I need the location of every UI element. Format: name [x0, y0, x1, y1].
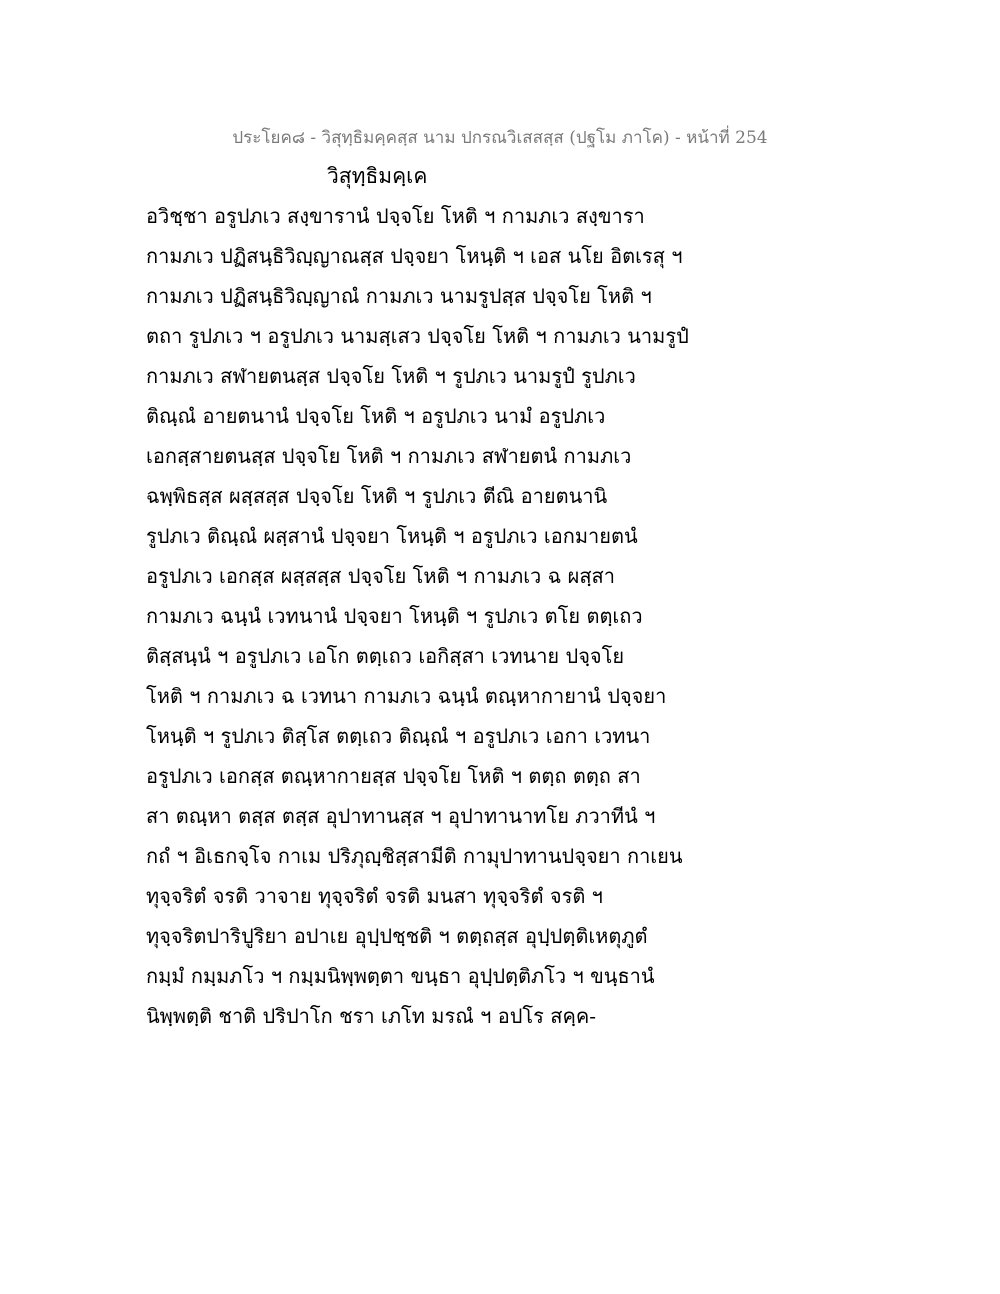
body-line: กามภเว ปฏิสนฺธิวิญฺญาณํ กามภเว นามรูปสฺส ปจฺจโย โหติ ฯ: [146, 284, 652, 308]
body-line: รูปภเว ติณฺณํ ผสฺสานํ ปจฺจยา โหนฺติ ฯ อรูปภเว เอกมายตนํ: [146, 524, 638, 548]
body-line: นิพฺพตฺติ ชาติ ปริปาโก ชรา เภโท มรณํ ฯ อปโร สคฺค-: [146, 1004, 596, 1028]
body-line: ติสฺสนฺนํ ฯ อรูปภเว เอโก ตตฺเถว เอกิสฺสา เวทนาย ปจฺจโย: [146, 644, 625, 668]
body-line: อรูปภเว เอกสฺส ตณฺหากายสฺส ปจฺจโย โหติ ฯ ตตฺถ ตตฺถ สา: [146, 764, 641, 788]
body-line: ตถา รูปภเว ฯ อรูปภเว นามสฺเสว ปจฺจโย โหติ ฯ กามภเว นามรูปํ: [146, 324, 689, 348]
body-line: อวิชฺชา อรูปภเว สงฺขารานํ ปจฺจโย โหติ ฯ กามภเว สงฺขารา: [146, 204, 645, 228]
body-line: เอกสฺสายตนสฺส ปจฺจโย โหติ ฯ กามภเว สฬายตนํ กามภเว: [146, 444, 632, 468]
body-line: กามภเว ปฏิสนฺธิวิญฺญาณสฺส ปจฺจยา โหนฺติ ฯ เอส นโย อิตเรสุ ฯ: [146, 244, 683, 268]
body-line: ทุจฺจริตปาริปูริยา อปาเย อุปฺปชฺชติ ฯ ตตฺถสฺส อุปฺปตฺติเหตุภูตํ: [146, 924, 648, 948]
body-text: [146, 201, 706, 1041]
body-line: อรูปภเว เอกสฺส ผสฺสสฺส ปจฺจโย โหติ ฯ กามภเว ฉ ผสฺสา: [146, 564, 615, 588]
body-line: กามภเว สฬายตนสฺส ปจฺจโย โหติ ฯ รูปภเว นามรูปํ รูปภเว: [146, 364, 636, 388]
body-line: ติณฺณํ อายตนานํ ปจฺจโย โหติ ฯ อรูปภเว นามํ อรูปภเว: [146, 404, 606, 428]
body-line: โหติ ฯ กามภเว ฉ เวทนา กามภเว ฉนฺนํ ตณฺหากายานํ ปจฺจยา: [146, 684, 667, 708]
body-line: ทุจฺจริตํ จรติ วาจาย ทุจฺจริตํ จรติ มนสา ทุจฺจริตํ จรติ ฯ: [146, 884, 603, 908]
body-line: กมฺมํ กมฺมภโว ฯ กมฺมนิพฺพตฺตา ขนฺธา อุปฺปตฺติภโว ฯ ขนฺธานํ: [146, 964, 655, 988]
body-line: สา ตณฺหา ตสฺส ตสฺส อุปาทานสฺส ฯ อุปาทานาทโย ภวาทีนํ ฯ: [146, 804, 656, 828]
running-header: ประโยค๘ - วิสุทฺธิมคฺคสฺส นาม ปกรณวิเสสสฺส (ปฐโม ภาโค) - หน้าที่ 254: [232, 128, 768, 148]
section-title: วิสุทฺธิมคฺเค: [327, 164, 428, 188]
body-line: กถํ ฯ อิเธกจฺโจ กาเม ปริภุญฺชิสฺสามีติ กามุปาทานปจฺจยา กาเยน: [146, 844, 683, 868]
body-line: ฉพฺพิธสฺส ผสฺสสฺส ปจฺจโย โหติ ฯ รูปภเว ตีณิ อายตนานิ: [146, 484, 608, 508]
body-line: กามภเว ฉนฺนํ เวทนานํ ปจฺจยา โหนฺติ ฯ รูปภเว ตโย ตตฺเถว: [146, 604, 643, 628]
body-line: โหนฺติ ฯ รูปภเว ติสฺโส ตตฺเถว ติณฺณํ ฯ อรูปภเว เอกา เวทนา: [146, 724, 651, 748]
